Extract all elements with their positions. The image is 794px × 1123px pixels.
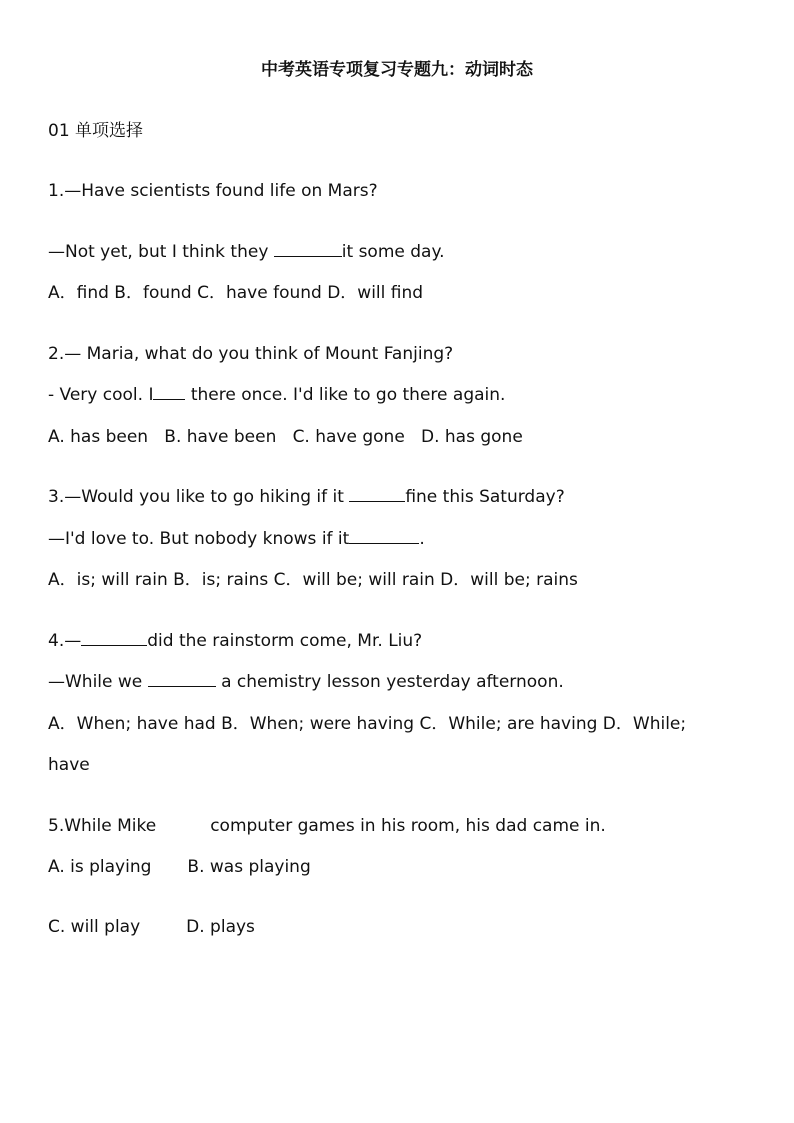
- answer-blank: [148, 671, 216, 687]
- question-1-text: 1.—Have scientists found life on Mars?: [48, 181, 378, 201]
- question-2-options: A. has been B. have been C. have gone D. has gone: [48, 427, 523, 447]
- question-1-prompt: [48, 180, 378, 202]
- question-3-prompt: [48, 486, 565, 508]
- answer-blank: [349, 528, 419, 544]
- question-3-text-suffix: fine this Saturday?: [405, 487, 565, 507]
- answer-blank: [153, 384, 185, 400]
- question-1-answer: [48, 241, 445, 263]
- question-2-answer-suffix: there once. I'd like to go there again.: [185, 385, 506, 405]
- question-3-answer-prefix: —I'd love to. But nobody knows if it: [48, 529, 350, 549]
- question-blank: [349, 486, 405, 502]
- question-4-prompt: [48, 630, 422, 652]
- question-2-answer: [48, 384, 505, 406]
- question-1-answer-prefix: —Not yet, but I think they: [48, 242, 274, 262]
- question-4-options-line-2: have: [48, 755, 90, 775]
- page-title: 中考英语专项复习专题九：动词时态: [261, 60, 533, 80]
- question-4-answer: [48, 671, 564, 693]
- question-3-text-prefix: 3.—Would you like to go hiking if it: [48, 487, 350, 507]
- question-4-text-prefix: 4.—: [48, 631, 82, 651]
- option-b: B. was playing: [187, 857, 311, 877]
- question-1-answer-suffix: it some day.: [341, 242, 445, 262]
- question-5-options-row-2: [48, 916, 255, 938]
- question-2-prompt: [48, 343, 453, 365]
- question-5-prompt: [48, 815, 606, 837]
- question-3-options: A．is; will rain B．is; rains C．will be; will rain D．will be; rains: [48, 570, 578, 590]
- option-c: C. will play: [48, 917, 141, 937]
- question-3-answer-suffix: .: [419, 529, 425, 549]
- question-1-options: A．find B．found C．have found D．will find: [48, 283, 424, 303]
- question-2-answer-prefix: - Very cool. I: [48, 385, 154, 405]
- question-4-text-suffix: did the rainstorm come, Mr. Liu?: [147, 631, 423, 651]
- question-4-answer-prefix: —While we: [48, 672, 148, 692]
- option-d: D. plays: [186, 917, 255, 937]
- question-5-text-suffix: computer games in his room, his dad came in.: [210, 816, 606, 836]
- section-heading: 01 单项选择: [48, 121, 144, 141]
- question-2-text: 2.— Maria, what do you think of Mount Fanjing?: [48, 344, 454, 364]
- question-4-answer-suffix: a chemistry lesson yesterday afternoon.: [215, 672, 564, 692]
- question-5-text-prefix: 5.While Mike: [48, 816, 157, 836]
- option-a: A. is playing: [48, 857, 152, 877]
- question-blank: [81, 630, 147, 646]
- question-3-answer: [48, 528, 425, 550]
- question-5-options-row-1: [48, 856, 311, 878]
- question-4-options-line-1: A．When; have had B．When; were having C．While; are having D．While;: [48, 714, 687, 734]
- answer-blank: [274, 241, 342, 257]
